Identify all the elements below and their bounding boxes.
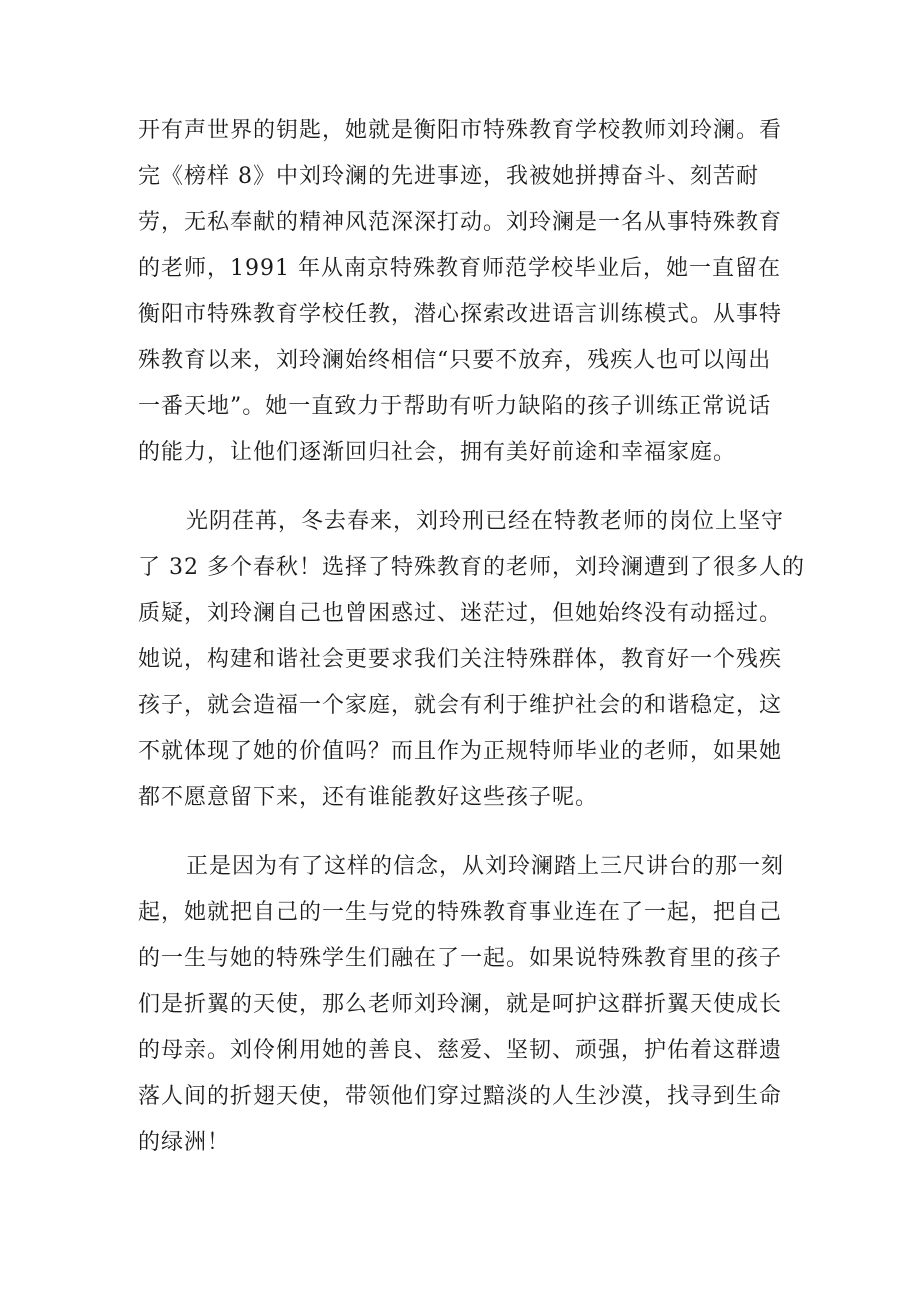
text-line: 的老师，1991 年从南京特殊教育师范学校毕业后，她一直留在 <box>138 256 781 281</box>
text-line: 质疑，刘玲澜自己也曾困惑过、迷茫过，但她始终没有动摇过。 <box>138 601 783 626</box>
text-line: 起，她就把自己的一生与党的特殊教育事业连在了一起，把自己 <box>138 900 783 925</box>
paragraph-first-line: 光阴荏苒，冬去春来，刘玲刑已经在特教老师的岗位上坚守 <box>186 509 785 534</box>
text-line: 不就体现了她的价值吗？而且作为正规特师毕业的老师，如果她 <box>138 739 783 764</box>
text-line: 的母亲。刘伶俐用她的善良、慈爱、坚韧、顽强，护佑着这群遗 <box>138 1038 783 1063</box>
text-line: 落人间的折翅天使，带领他们穿过黯淡的人生沙漠，找寻到生命 <box>138 1084 783 1109</box>
text-line: 她说，构建和谐社会更要求我们关注特殊群体，教育好一个残疾 <box>138 647 783 672</box>
text-line: 的绿洲！ <box>138 1130 231 1155</box>
text-line: 们是折翼的天使，那么老师刘玲澜，就是呵护这群折翼天使成长 <box>138 992 783 1017</box>
text-line: 劳，无私奉献的精神风范深深打动。刘玲澜是一名从事特殊教育 <box>138 210 783 235</box>
text-line: 一番天地”。她一直致力于帮助有听力缺陷的孩子训练正常说话 <box>138 394 772 419</box>
text-line: 完《榜样 8》中刘玲澜的先进事迹，我被她拼搏奋斗、刻苦耐 <box>138 164 759 189</box>
text-line: 殊教育以来，刘玲澜始终相信“只要不放弃，残疾人也可以闯出 <box>138 348 772 373</box>
text-line: 了 32 多个春秋！选择了特殊教育的老师，刘玲澜遭到了很多人的 <box>138 555 805 580</box>
text-line: 的一生与她的特殊学生们融在了一起。如果说特殊教育里的孩子 <box>138 946 783 971</box>
text-line: 都不愿意留下来，还有谁能教好这些孩子呢。 <box>138 785 599 810</box>
text-line: 开有声世界的钥匙，她就是衡阳市特殊教育学校教师刘玲澜。看 <box>138 118 783 143</box>
text-line: 衡阳市特殊教育学校任教，潜心探索改进语言训练模式。从事特 <box>138 302 783 327</box>
text-line: 的能力，让他们逐渐回归社会，拥有美好前途和幸福家庭。 <box>138 440 737 465</box>
paragraph-first-line: 正是因为有了这样的信念，从刘玲澜踏上三尺讲台的那一刻 <box>186 854 785 879</box>
text-line: 孩子，就会造福一个家庭，就会有利于维护社会的和谐稳定，这 <box>138 693 783 718</box>
